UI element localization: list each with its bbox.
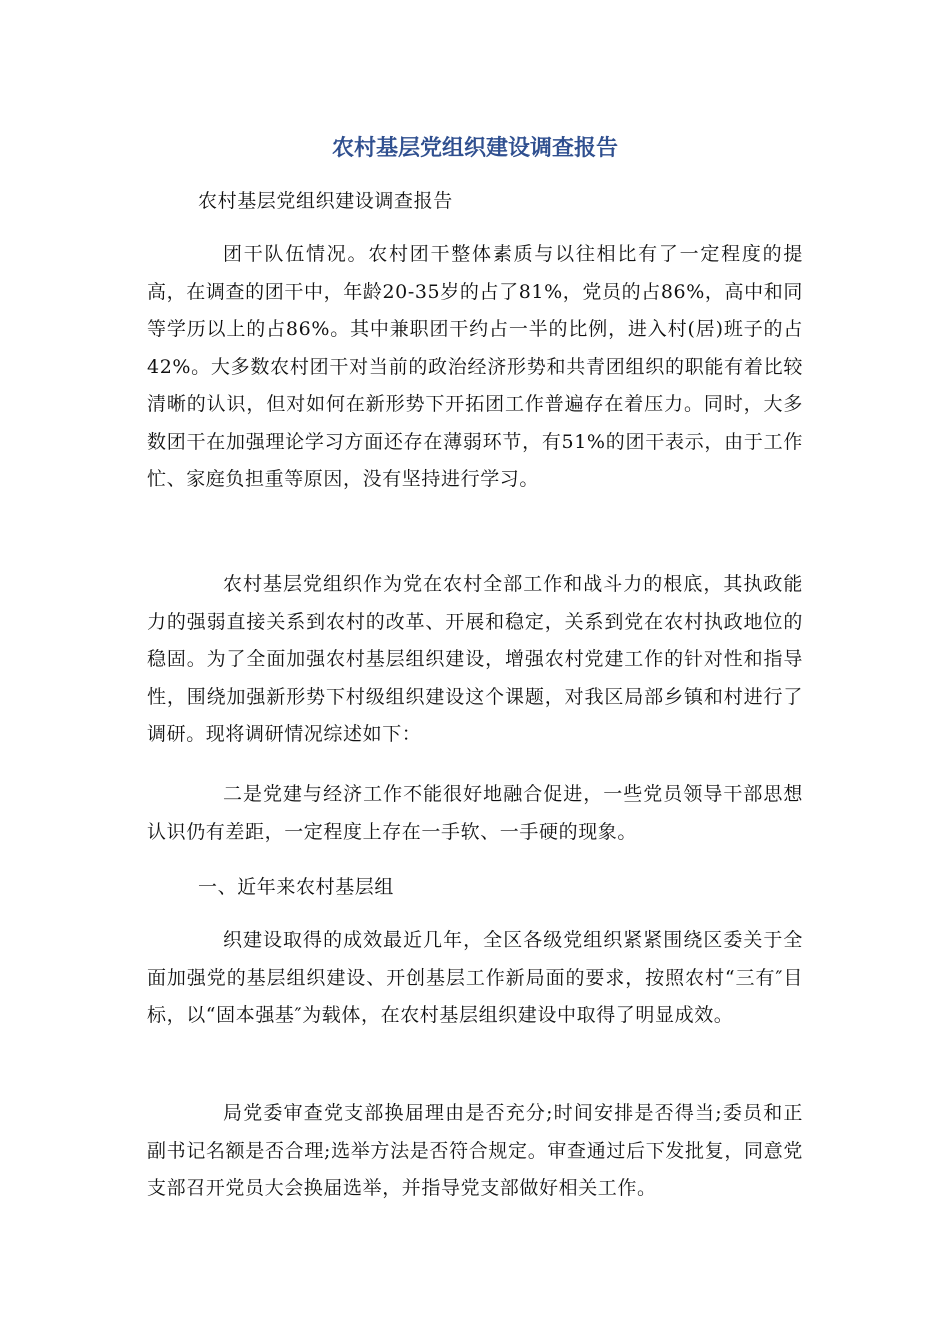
section-heading-one: 一、近年来农村基层组 bbox=[198, 876, 395, 898]
document-title: 农村基层党组织建设调查报告 bbox=[331, 136, 618, 161]
paragraph-achievements: 织建设取得的成效最近几年，全区各级党组织紧紧围绕区委关于全面加强党的基层组织建设、开创基层工作新局面的要求，按照农村“三有″目标，以“固本强基″为载体，在农村基层组织建设中取得了明显成效。 bbox=[147, 929, 803, 1026]
paragraph-introduction: 农村基层党组织作为党在农村全部工作和战斗力的根底，其执政能力的强弱直接关系到农村的改革、开展和稳定，关系到党在农村执政地位的稳固。为了全面加强农村基层组织建设，增强农村党建工作的针对性和指导性，围绕加强新形势下村级组织建设这个课题，对我区局部乡镇和村进行了调研。现将调研情况综述如下： bbox=[147, 573, 803, 745]
paragraph-team-cadres: 团干队伍情况。农村团干整体素质与以往相比有了一定程度的提高，在调查的团干中，年龄20-35岁的占了81%，党员的占86%，高中和同等学历以上的占86%。其中兼职团干约占一半的比例，进入村(居)班子的占42%。大多数农村团干对当前的政治经济形势和共青团组织的职能有着比较清晰的认识，但对如何在新形势下开拓团工作普遍存在着压力。同时，大多数团干在加强理论学习方面还存在薄弱环节，有51%的团干表示，由于工作忙、家庭负担重等原因，没有坚持进行学习。 bbox=[147, 243, 803, 490]
paragraph-review: 局党委审查党支部换届理由是否充分;时间安排是否得当;委员和正副书记名额是否合理;选举方法是否符合规定。审查通过后下发批复，同意党支部召开党员大会换届选举，并指导党支部做好相关工作。 bbox=[147, 1102, 803, 1199]
paragraph-second-issue: 二是党建与经济工作不能很好地融合促进，一些党员领导干部思想认识仍有差距，一定程度上存在一手软、一手硬的现象。 bbox=[147, 783, 803, 843]
document-subtitle: 农村基层党组织建设调查报告 bbox=[198, 190, 453, 212]
